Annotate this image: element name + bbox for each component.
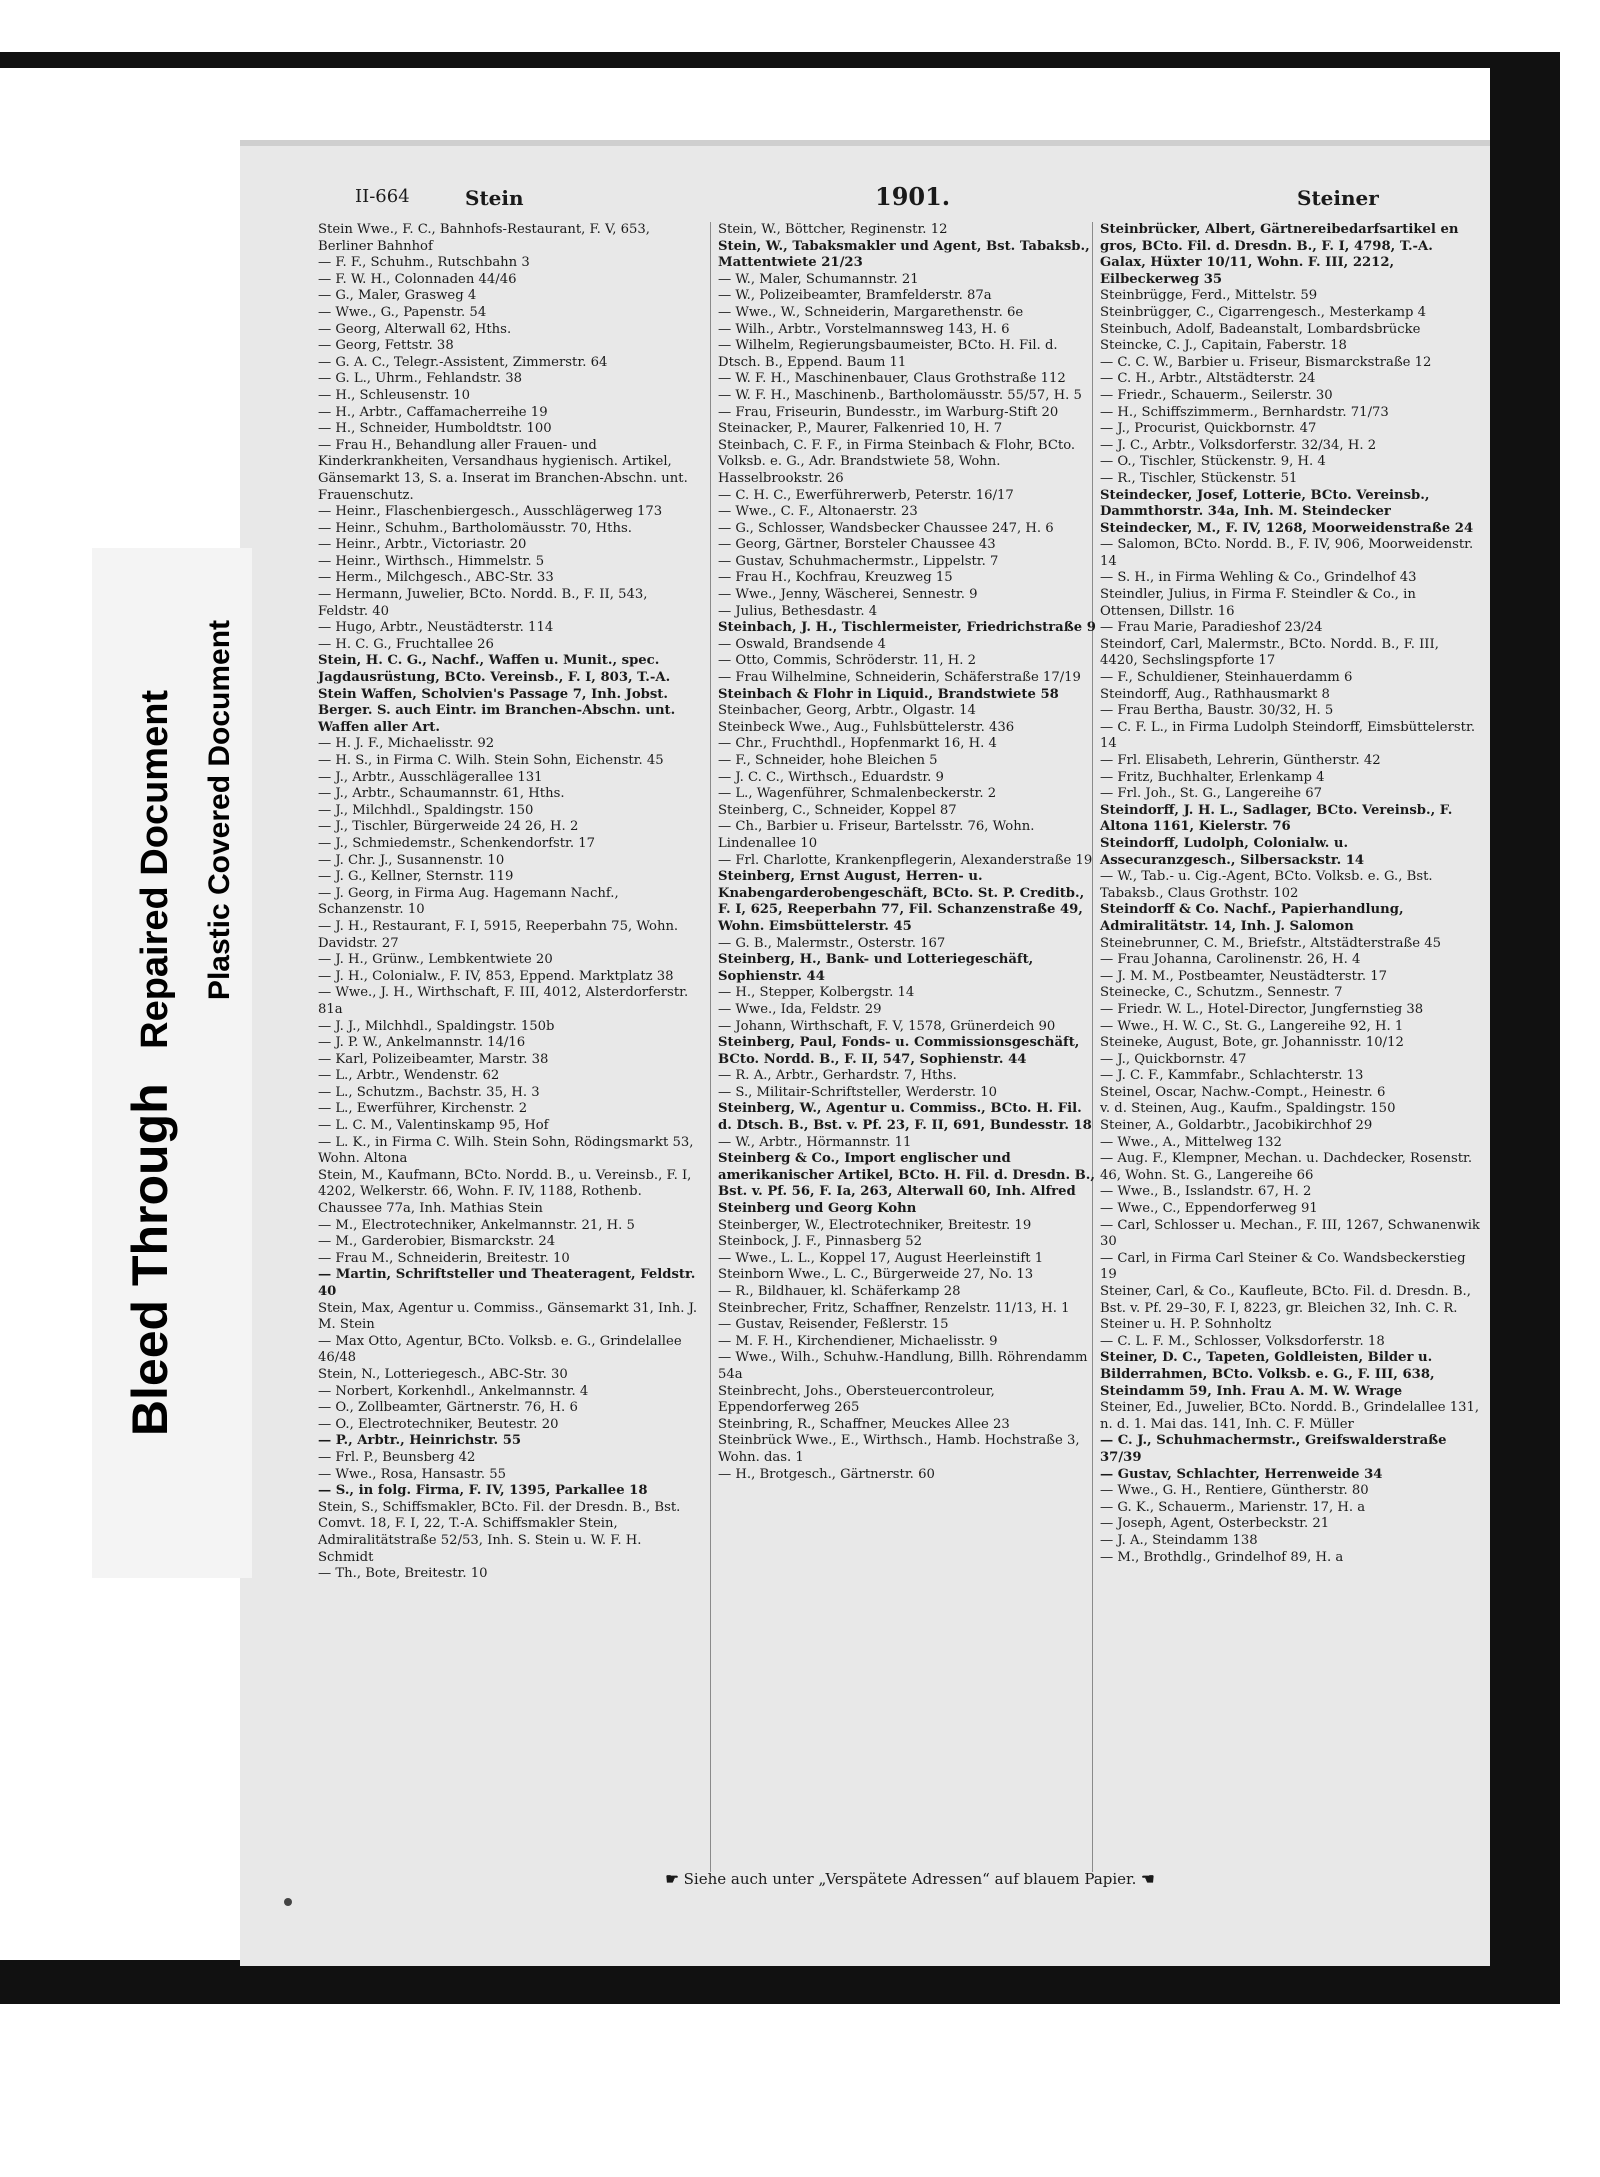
- directory-entry: — J., Milchhdl., Spaldingstr. 150: [318, 802, 534, 818]
- directory-entry: — Frau H., Behandlung aller Frauen- und Kinderkrankheiten, Versandhaus hygienisch. Artikel, Gänsemarkt 13, S. a. Inserat im Branchen-Abschn. unt. Frauenschutz.: [318, 437, 688, 503]
- directory-entry: — Heinr., Flaschenbiergesch., Ausschlägerweg 173: [318, 504, 663, 520]
- directory-entry: — Wwe., A., Mittelweg 132: [1100, 1134, 1282, 1150]
- directory-entry: — Frl. Charlotte, Krankenpflegerin, Alexanderstraße 19: [718, 852, 1093, 868]
- footer-note: [590, 1870, 1230, 1888]
- directory-entry: — H. C. G., Fruchtallee 26: [318, 636, 494, 652]
- directory-entry: — Friedr., Schauerm., Seilerstr. 30: [1100, 387, 1333, 403]
- directory-entry: — J., Quickbornstr. 47: [1100, 1051, 1247, 1067]
- directory-entry: — L. C. M., Valentinskamp 95, Hof: [318, 1118, 549, 1134]
- directory-entry: — R., Bildhauer, kl. Schäferkamp 28: [718, 1284, 961, 1299]
- directory-entry: — Th., Bote, Breitestr. 10: [318, 1566, 488, 1582]
- directory-entry: — S., in folg. Firma, F. IV, 1395, Parkallee 18: [318, 1483, 648, 1499]
- directory-entry: — O., Zollbeamter, Gärtnerstr. 76, H. 6: [318, 1400, 578, 1416]
- directory-entry: — Wwe., L. L., Koppel 17, August Heerleinstift 1: [718, 1250, 1044, 1266]
- directory-entry: — S., Militair-Schriftsteller, Werderstr. 10: [718, 1084, 998, 1100]
- directory-entry: — C. L. F. M., Schlosser, Volksdorferstr. 18: [1100, 1333, 1385, 1349]
- directory-entry: v. d. Steinen, Aug., Kaufm., Spaldingstr. 150: [1100, 1101, 1396, 1117]
- directory-entry: Steinebrunner, C. M., Briefstr., Altstädterstraße 45: [1100, 935, 1442, 951]
- directory-entry: — Frau Bertha, Baustr. 30/32, H. 5: [1100, 703, 1334, 719]
- directory-entry: — Karl, Polizeibeamter, Marstr. 38: [318, 1051, 549, 1067]
- right-keyword: Steiner: [1297, 186, 1379, 210]
- directory-entry: — H., Schiffszimmerm., Bernhardstr. 71/73: [1100, 404, 1389, 420]
- directory-entry: — Johann, Wirthschaft, F. V, 1578, Grünerdeich 90: [718, 1018, 1056, 1034]
- scan-speck: [284, 1898, 292, 1906]
- directory-entry: Steinecke, C., Schutzm., Sennestr. 7: [1100, 985, 1343, 1001]
- directory-entry: — H. S., in Firma C. Wilh. Stein Sohn, Eichenstr. 45: [318, 753, 664, 768]
- directory-entry: — J. Chr. J., Susannenstr. 10: [318, 852, 505, 868]
- directory-entry: — M., Electrotechniker, Ankelmannstr. 21, H. 5: [318, 1217, 635, 1233]
- directory-entry: — R. A., Arbtr., Gerhardstr. 7, Hths.: [718, 1068, 957, 1084]
- directory-entry: — Martin, Schriftsteller und Theateragent, Feldstr. 40: [318, 1267, 696, 1299]
- directory-entry: — G. B., Malermstr., Osterstr. 167: [718, 935, 946, 951]
- directory-entry: — Otto, Commis, Schröderstr. 11, H. 2: [718, 653, 976, 669]
- directory-entry: — J. J., Milchhdl., Spaldingstr. 150b: [318, 1018, 555, 1034]
- directory-entry: — G. L., Uhrm., Fehlandstr. 38: [318, 371, 522, 387]
- directory-entry: Steiner, D. C., Tapeten, Goldleisten, Bilder u. Bilderrahmen, BCto. Volksb. e. G., F. III, 638, Steindamm 59, Inh. Frau A. M. W. Wrage: [1100, 1350, 1435, 1399]
- directory-entry: — Hugo, Arbtr., Neustädterstr. 114: [318, 620, 554, 636]
- directory-entry: — Wwe., J. H., Wirthschaft, F. III, 4012, Alsterdorferstr. 81a: [318, 985, 689, 1017]
- directory-entry: — Wwe., W., Schneiderin, Margarethenstr. 6e: [718, 304, 1024, 320]
- directory-entry: — Fritz, Buchhalter, Erlenkamp 4: [1100, 769, 1325, 785]
- directory-entry: Steindorff, J. H. L., Sadlager, BCto. Vereinsb., F. Altona 1161, Kielerstr. 76: [1100, 802, 1453, 835]
- directory-entry: — Frau M., Schneiderin, Breitestr. 10: [318, 1250, 570, 1266]
- directory-entry: — Wwe., Rosa, Hansastr. 55: [318, 1466, 507, 1482]
- directory-entry: Stein, W., Böttcher, Reginenstr. 12: [718, 222, 948, 237]
- directory-entry: — Wwe., H. W. C., St. G., Langereihe 92, H. 1: [1100, 1018, 1404, 1034]
- directory-entry: — F. F., Schuhm., Rutschbahn 3: [318, 255, 530, 271]
- directory-entry: Steinberg, Paul, Fonds- u. Commissionsgeschäft, BCto. Nordd. B., F. II, 547, Sophienstr. 44: [718, 1035, 1080, 1067]
- directory-entry: — Chr., Fruchthdl., Hopfenmarkt 16, H. 4: [718, 736, 997, 752]
- directory-entry: — Wwe., B., Isslandstr. 67, H. 2: [1100, 1184, 1312, 1200]
- directory-entry: Steindorff, Aug., Rathhausmarkt 8: [1100, 686, 1330, 702]
- directory-entry: Steiner, Carl, & Co., Kaufleute, BCto. Fil. d. Dresdn. B., Bst. v. Pf. 29–30, F. I, 8223, gr. Bleichen 32, Inh. C. R. Steiner u. H. P. Sohnholtz: [1100, 1284, 1471, 1333]
- directory-entry: — M., Brothdlg., Grindelhof 89, H. a: [1100, 1549, 1344, 1565]
- directory-entry: Steindorff & Co. Nachf., Papierhandlung, Admiralitätstr. 14, Inh. J. Salomon: [1100, 902, 1404, 934]
- directory-entry: Steinbach, C. F. F., in Firma Steinbach & Flohr, BCto. Volksb. e. G., Adr. Brandstwiete 58, Wohn. Hasselbrookstr. 26: [718, 437, 1076, 486]
- directory-entry: Steinberg & Co., Import englischer und amerikanischer Artikel, BCto. H. Fil. d. Dresdn. B., Bst. v. Pf. 56, F. Ia, 263, Alterwall 60, Inh. Alfred Steinberg und Georg Kohn: [718, 1151, 1095, 1217]
- directory-entry: — J. M. M., Postbeamter, Neustädterstr. 17: [1100, 968, 1387, 984]
- directory-entry: — Joseph, Agent, Osterbeckstr. 21: [1100, 1516, 1330, 1532]
- scan-border-right: [1490, 52, 1560, 2002]
- directory-entry: — J. G., Kellner, Sternstr. 119: [318, 869, 514, 885]
- directory-entry: Steindecker, M., F. IV, 1268, Moorweidenstraße 24: [1100, 520, 1474, 536]
- directory-entry: — Wwe., Ida, Feldstr. 29: [718, 1001, 882, 1017]
- directory-entry: Steinbeck Wwe., Aug., Fuhlsbüttelerstr. 436: [718, 719, 1015, 735]
- directory-entry: Stein, N., Lotteriegesch., ABC-Str. 30: [318, 1366, 568, 1382]
- directory-entry: — Wwe., C. F., Altonaerstr. 23: [718, 504, 918, 520]
- directory-entry: — L., Wagenführer, Schmalenbeckerstr. 2: [718, 786, 997, 802]
- directory-entry: — J. H., Restaurant, F. I, 5915, Reeperbahn 75, Wohn. Davidstr. 27: [318, 918, 679, 951]
- directory-entry: Steinbrügger, C., Cigarrengesch., Mesterkamp 4: [1100, 304, 1427, 320]
- directory-entry: Steinbrück Wwe., E., Wirthsch., Hamb. Hochstraße 3, Wohn. das. 1: [718, 1433, 1080, 1465]
- label-column-left: [102, 550, 198, 1575]
- directory-entry: — Oswald, Brandsende 4: [718, 636, 886, 652]
- directory-entry: Steindler, Julius, in Firma F. Steindler & Co., in Ottensen, Dillstr. 16: [1100, 587, 1416, 619]
- directory-entry: Steinacker, P., Maurer, Falkenried 10, H. 7: [718, 421, 1003, 437]
- pointing-hand-icon: ☛: [665, 1870, 679, 1888]
- directory-entry: Steinberg, W., Agentur u. Commiss., BCto. H. Fil. d. Dtsch. B., Bst. v. Pf. 23, F. II, 691, Bundesstr. 18: [718, 1101, 1092, 1134]
- directory-entry: — Georg, Alterwall 62, Hths.: [318, 321, 512, 337]
- directory-entry: — C. H., Arbtr., Altstädterstr. 24: [1100, 371, 1316, 387]
- directory-entry: — W., Arbtr., Hörmannstr. 11: [718, 1134, 912, 1150]
- page-header: [355, 182, 1535, 216]
- scan-border-bottom: [0, 1960, 1560, 2004]
- directory-entry: — F. W. H., Colonnaden 44/46: [318, 271, 517, 287]
- left-keyword: Stein: [465, 186, 524, 210]
- directory-entry: — H., Arbtr., Caffamacherreihe 19: [318, 404, 548, 420]
- label-column-right: [192, 550, 248, 1070]
- scan-border-top: [0, 52, 1560, 68]
- directory-entry: — Aug. F., Klempner, Mechan. u. Dachdecker, Rosenstr. 46, Wohn. St. G., Langereihe 66: [1100, 1151, 1473, 1183]
- directory-entry: Steinbrücker, Albert, Gärtnereibedarfsartikel en gros, BCto. Fil. d. Dresdn. B., F. I, 4798, T.-A. Galax, Hüxter 10/11, Wohn. F. III, 2212, Eilbeckerweg 35: [1100, 222, 1459, 287]
- directory-entry: Steinberg, C., Schneider, Koppel 87: [718, 802, 957, 818]
- directory-entry: — J. C. F., Kammfabr., Schlachterstr. 13: [1100, 1068, 1364, 1084]
- directory-entry: Stein, W., Tabaksmakler und Agent, Bst. Tabaksb., Mattentwiete 21/23: [718, 238, 1090, 271]
- directory-entry: Steinbuch, Adolf, Badeanstalt, Lombardsbrücke: [1100, 321, 1421, 337]
- directory-entry: Steinbrügge, Ferd., Mittelstr. 59: [1100, 288, 1318, 304]
- column-divider: [710, 222, 711, 1872]
- directory-entry: — Hermann, Juwelier, BCto. Nordd. B., F. II, 543, Feldstr. 40: [318, 587, 648, 619]
- year-title: 1901.: [875, 182, 951, 211]
- directory-entry: — W. F. H., Maschinenb., Bartholomäusstr. 55/57, H. 5: [718, 387, 1082, 403]
- directory-entry: — Gustav, Schlachter, Herrenweide 34: [1100, 1466, 1383, 1482]
- directory-entry: — F., Schneider, hohe Bleichen 5: [718, 753, 938, 768]
- directory-entry: — Salomon, BCto. Nordd. B., F. IV, 906, Moorweidenstr. 14: [1100, 537, 1474, 569]
- directory-entry: — J. Georg, in Firma Aug. Hagemann Nachf., Schanzenstr. 10: [318, 885, 619, 918]
- directory-entry: — Frau Wilhelmine, Schneiderin, Schäferstraße 17/19: [718, 670, 1081, 686]
- directory-entry: — Wwe., G. H., Rentiere, Güntherstr. 80: [1100, 1483, 1369, 1499]
- directory-entry: — Carl, Schlosser u. Mechan., F. III, 1267, Schwanenwik 30: [1100, 1217, 1480, 1250]
- directory-entry: — Wwe., Jenny, Wäscherei, Sennestr. 9: [718, 587, 978, 603]
- directory-entry: — J. P. W., Ankelmannstr. 14/16: [318, 1035, 526, 1051]
- directory-entry: — W. F. H., Maschinenbauer, Claus Grothstraße 112: [718, 371, 1066, 387]
- directory-entry: — Max Otto, Agentur, BCto. Volksb. e. G., Grindelallee 46/48: [318, 1333, 682, 1366]
- directory-entry: — Julius, Bethesdastr. 4: [718, 603, 878, 619]
- directory-entry: Steiner, Ed., Juwelier, BCto. Nordd. B., Grindelallee 131, n. d. 1. Mai das. 141, Inh. C. F. Müller: [1100, 1400, 1480, 1432]
- directory-entry: — Frau Johanna, Carolinenstr. 26, H. 4: [1100, 952, 1361, 968]
- directory-column-1: [318, 222, 698, 1583]
- directory-entry: — Georg, Gärtner, Borsteler Chaussee 43: [718, 537, 996, 553]
- directory-entry: — Georg, Fettstr. 38: [318, 338, 454, 354]
- bleed-through-label: Bleed Through: [122, 1082, 178, 1436]
- directory-entry: — F., Schuldiener, Steinhauerdamm 6: [1100, 670, 1353, 686]
- directory-entry: — S. H., in Firma Wehling & Co., Grindelhof 43: [1100, 570, 1417, 586]
- directory-entry: — G. K., Schauerm., Marienstr. 17, H. a: [1100, 1499, 1366, 1515]
- plastic-covered-label: Plastic Covered Document: [203, 619, 236, 1001]
- directory-entry: — Frl. P., Beunsberg 42: [318, 1449, 476, 1465]
- directory-entry: Steindecker, Josef, Lotterie, BCto. Vereinsb., Dammthorstr. 34a, Inh. M. Steindecker: [1100, 487, 1430, 520]
- directory-entry: — L., Ewerführer, Kirchenstr. 2: [318, 1101, 528, 1117]
- directory-entry: — Gustav, Reisender, Feßlerstr. 15: [718, 1317, 949, 1333]
- directory-entry: — J., Schmiedemstr., Schenkendorfstr. 17: [318, 835, 596, 851]
- directory-entry: — J. A., Steindamm 138: [1100, 1532, 1258, 1548]
- directory-entry: Steinbrecht, Johs., Obersteuercontroleur, Eppendorferweg 265: [718, 1383, 995, 1416]
- directory-entry: — J., Tischler, Bürgerweide 24 26, H. 2: [318, 819, 579, 835]
- directory-entry: — H., Schneider, Humboldtstr. 100: [318, 421, 552, 437]
- directory-entry: — C. J., Schuhmachermstr., Greifswalderstraße 37/39: [1100, 1433, 1447, 1465]
- directory-entry: Steinbring, R., Schaffner, Meuckes Allee 23: [718, 1416, 1010, 1432]
- page-number: II-664: [355, 186, 410, 207]
- directory-entry: — G. A. C., Telegr.-Assistent, Zimmerstr. 64: [318, 354, 608, 370]
- directory-entry: — G., Schlosser, Wandsbecker Chaussee 247, H. 6: [718, 520, 1054, 536]
- directory-entry: Stein Wwe., F. C., Bahnhofs-Restaurant, F. V, 653, Berliner Bahnhof: [318, 222, 650, 254]
- directory-entry: — H., Brotgesch., Gärtnerstr. 60: [718, 1466, 935, 1482]
- directory-entry: — L., Arbtr., Wendenstr. 62: [318, 1068, 500, 1084]
- directory-entry: — Wwe., C., Eppendorferweg 91: [1100, 1201, 1318, 1217]
- directory-entry: — J. H., Grünw., Lembkentwiete 20: [318, 952, 553, 968]
- directory-entry: — Frau, Friseurin, Bundesstr., im Warburg-Stift 20: [718, 404, 1059, 420]
- directory-entry: — H., Schleusenstr. 10: [318, 387, 471, 403]
- directory-entry: — R., Tischler, Stückenstr. 51: [1100, 470, 1298, 486]
- directory-entry: — Wwe., Wilh., Schuhw.-Handlung, Billh. Röhrendamm 54a: [718, 1350, 1088, 1382]
- directory-entry: Steinberger, W., Electrotechniker, Breitestr. 19: [718, 1217, 1032, 1233]
- directory-entry: — O., Electrotechniker, Beutestr. 20: [318, 1416, 559, 1432]
- directory-entry: — W., Tab.- u. Cig.-Agent, BCto. Volksb. e. G., Bst. Tabaksb., Claus Grothstr. 102: [1100, 869, 1433, 901]
- directory-entry: Steineke, August, Bote, gr. Johannisstr. 10/12: [1100, 1035, 1404, 1051]
- directory-entry: Stein, S., Schiffsmakler, BCto. Fil. der Dresdn. B., Bst. Comvt. 18, F. I, 22, T.-A. Schiffsmakler Stein, Admiralitätstraße 52/53, Inh. S. Stein u. W. F. H. Schmidt: [318, 1499, 681, 1565]
- directory-entry: — J. C., Arbtr., Volksdorferstr. 32/34, H. 2: [1100, 437, 1377, 453]
- directory-entry: — J., Arbtr., Schaumannstr. 61, Hths.: [318, 786, 565, 802]
- directory-entry: — Wilh., Arbtr., Vorstelmannsweg 143, H. 6: [718, 321, 1010, 337]
- directory-column-2: [718, 222, 1098, 1483]
- directory-entry: Steinborn Wwe., L. C., Bürgerweide 27, No. 13: [718, 1267, 1034, 1283]
- directory-entry: — L. K., in Firma C. Wilh. Stein Sohn, Rödingsmarkt 53, Wohn. Altona: [318, 1134, 694, 1167]
- directory-entry: — Frau Marie, Paradieshof 23/24: [1100, 620, 1323, 636]
- directory-entry: — P., Arbtr., Heinrichstr. 55: [318, 1433, 522, 1449]
- directory-entry: Steindorff, Ludolph, Colonialw. u. Assecuranzgesch., Silbersackstr. 14: [1100, 835, 1365, 868]
- directory-entry: — C. H. C., Ewerführerwerb, Peterstr. 16/17: [718, 487, 1014, 503]
- directory-entry: — Norbert, Korkenhdl., Ankelmannstr. 4: [318, 1383, 589, 1399]
- directory-entry: — C. F. L., in Firma Ludolph Steindorff, Eimsbüttelerstr. 14: [1100, 719, 1476, 752]
- directory-entry: — M., Garderobier, Bismarckstr. 24: [318, 1234, 556, 1250]
- directory-entry: Steindorf, Carl, Malermstr., BCto. Nordd. B., F. III, 4420, Sechslingspforte 17: [1100, 636, 1439, 669]
- directory-entry: — Heinr., Arbtr., Victoriastr. 20: [318, 537, 527, 553]
- directory-entry: — Ch., Barbier u. Friseur, Bartelsstr. 76, Wohn. Lindenallee 10: [718, 819, 1035, 851]
- directory-entry: — Heinr., Wirthsch., Himmelstr. 5: [318, 553, 545, 569]
- directory-entry: — Heinr., Schuhm., Bartholomäusstr. 70, Hths.: [318, 520, 632, 536]
- directory-entry: — Frl. Joh., St. G., Langereihe 67: [1100, 786, 1323, 802]
- directory-entry: — W., Maler, Schumannstr. 21: [718, 271, 919, 287]
- directory-entry: — G., Maler, Grasweg 4: [318, 288, 477, 304]
- directory-entry: — Frl. Elisabeth, Lehrerin, Güntherstr. 42: [1100, 753, 1381, 768]
- directory-entry: — Friedr. W. L., Hotel-Director, Jungfernstieg 38: [1100, 1001, 1424, 1017]
- directory-entry: — J., Arbtr., Ausschlägerallee 131: [318, 769, 543, 785]
- repaired-document-label: Repaired Document: [134, 689, 176, 1049]
- directory-entry: Steinbock, J. F., Pinnasberg 52: [718, 1234, 922, 1250]
- directory-entry: — O., Tischler, Stückenstr. 9, H. 4: [1100, 454, 1326, 470]
- directory-entry: — J., Procurist, Quickbornstr. 47: [1100, 421, 1317, 437]
- directory-entry: — Herm., Milchgesch., ABC-Str. 33: [318, 570, 554, 586]
- footer-text: Siehe auch unter „Verspätete Adressen“ auf blauem Papier.: [683, 1870, 1137, 1888]
- directory-entry: — W., Polizeibeamter, Bramfelderstr. 87a: [718, 288, 992, 304]
- directory-entry: — J. H., Colonialw., F. IV, 853, Eppend. Marktplatz 38: [318, 968, 674, 984]
- directory-entry: Steincke, C. J., Capitain, Faberstr. 18: [1100, 338, 1347, 354]
- directory-entry: — L., Schutzm., Bachstr. 35, H. 3: [318, 1084, 540, 1100]
- directory-entry: Steinbach, J. H., Tischlermeister, Friedrichstraße 9: [718, 620, 1096, 636]
- directory-entry: Steinbach & Flohr in Liquid., Brandstwiete 58: [718, 686, 1059, 702]
- directory-entry: Steinel, Oscar, Nachw.-Compt., Heinestr. 6: [1100, 1084, 1386, 1100]
- directory-entry: — H. J. F., Michaelisstr. 92: [318, 736, 495, 752]
- directory-column-3: [1100, 222, 1480, 1566]
- directory-entry: Stein, Max, Agentur u. Commiss., Gänsemarkt 31, Inh. J. M. Stein: [318, 1300, 698, 1333]
- directory-entry: — C. C. W., Barbier u. Friseur, Bismarckstraße 12: [1100, 354, 1432, 370]
- directory-entry: — J. C. C., Wirthsch., Eduardstr. 9: [718, 769, 944, 785]
- directory-entry: Stein, H. C. G., Nachf., Waffen u. Munit., spec. Jagdausrüstung, BCto. Vereinsb., F. I, 803, T.-A. Stein Waffen, Scholvien's Passage 7, Inh. Jobst. Berger. S. auch Eintr. im Branchen-Abschn. unt. Waffen aller Art.: [318, 653, 676, 735]
- directory-entry: — M. F. H., Kirchendiener, Michaelisstr. 9: [718, 1333, 998, 1349]
- directory-entry: Steinberg, H., Bank- und Lotteriegeschäft, Sophienstr. 44: [718, 952, 1034, 984]
- directory-entry: Stein, M., Kaufmann, BCto. Nordd. B., u. Vereinsb., F. I, 4202, Welkerstr. 66, Wohn. F. IV, 1188, Rothenb. Chaussee 77a, Inh. Mathias Stein: [318, 1167, 692, 1217]
- directory-entry: Steinberg, Ernst August, Herren- u. Knabengarderobengeschäft, BCto. St. P. Creditb., F. I, 625, Reeperbahn 77, Fil. Schanzenstraße 49, Wohn. Eimsbüttelerstr. 45: [718, 869, 1085, 934]
- pointing-hand-icon: ☚: [1141, 1870, 1155, 1888]
- directory-entry: — Gustav, Schuhmachermstr., Lippelstr. 7: [718, 553, 999, 569]
- directory-entry: Steiner, A., Goldarbtr., Jacobikirchhof 29: [1100, 1118, 1373, 1134]
- directory-entry: — Frau H., Kochfrau, Kreuzweg 15: [718, 570, 953, 586]
- directory-entry: — Wwe., G., Papenstr. 54: [318, 304, 487, 320]
- directory-entry: Steinbrecher, Fritz, Schaffner, Renzelstr. 11/13, H. 1: [718, 1300, 1070, 1316]
- directory-entry: — Wilhelm, Regierungsbaumeister, BCto. H. Fil. d. Dtsch. B., Eppend. Baum 11: [718, 338, 1058, 370]
- directory-entry: — H., Stepper, Kolbergstr. 14: [718, 985, 915, 1001]
- directory-entry: — Carl, in Firma Carl Steiner & Co. Wandsbeckerstieg 19: [1100, 1250, 1466, 1283]
- directory-entry: Steinbacher, Georg, Arbtr., Olgastr. 14: [718, 703, 976, 719]
- label-group: [121, 689, 179, 1435]
